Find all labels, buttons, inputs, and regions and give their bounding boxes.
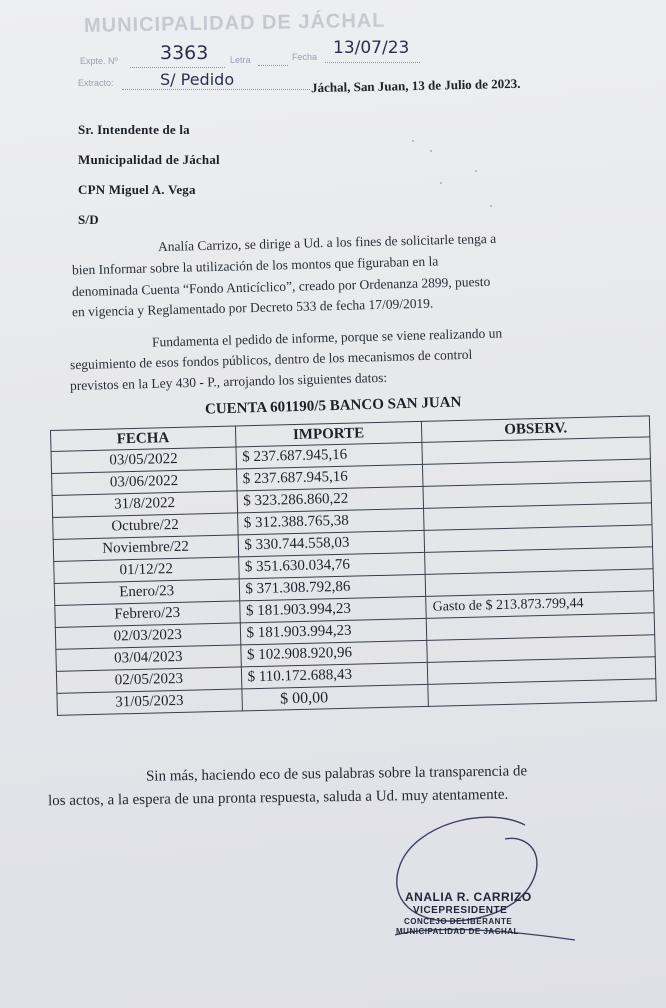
scan-speck [412, 140, 414, 142]
letra-label: Letra [230, 55, 251, 65]
cell-importe: $ 110.172.688,43 [241, 662, 428, 689]
closing-line-1: Sin más, haciendo eco de sus palabras sobre la transparencia de [145, 763, 528, 785]
recipient-line-4: S/D [78, 212, 99, 227]
cell-fecha: Noviembre/22 [53, 535, 238, 562]
cell-fecha: 03/05/2022 [51, 447, 236, 474]
expte-label: Expte. Nº [80, 56, 118, 66]
place-date: Jáchal, San Juan, 13 de Julio de 2023. [310, 75, 521, 96]
para1-line-2: bien Informar sobre la utilización de los montos que figuraban en la [71, 253, 439, 278]
cell-importe: $ 323.286.860,22 [237, 486, 424, 513]
para1-line-3: denominada Cuenta “Fondo Anticíclico”, creado por Ordenanza 2899, puesto [71, 273, 491, 300]
header-observ: OBSERV. [422, 416, 650, 443]
cell-importe: $ 330.744.558,03 [238, 530, 425, 557]
cell-fecha: 01/12/22 [54, 557, 239, 584]
closing-line-2: los actos, a la espera de una pronta respuesta, saluda a Ud. muy atentamente. [47, 786, 509, 810]
cell-importe: $ 351.630.034,76 [238, 552, 425, 579]
letra-dots [258, 64, 288, 66]
extracto-handwritten: S/ Pedido [160, 70, 235, 89]
cell-fecha: 02/03/2023 [55, 623, 240, 650]
cell-fecha: 31/05/2023 [57, 689, 242, 716]
recipient-line-3: CPN Miguel A. Vega [78, 182, 196, 197]
signature-org-1: CONCEJO DELIBERANTE [404, 917, 513, 926]
para1-line-4: en vigencia y Reglamentado por Decreto 533 de fecha 17/09/2019. [71, 295, 434, 320]
cell-importe: $ 237.687.945,16 [236, 464, 423, 491]
para2-line-3: previstos en la Ley 430 - P., arrojando los siguientes datos: [69, 369, 388, 394]
cell-importe: $ 102.908.920,96 [240, 640, 427, 667]
signature-name: ANALIA R. CARRIZO [405, 890, 532, 904]
cell-observ: Gasto de $ 213.873.799,44 [426, 591, 654, 619]
extracto-label: Extracto: [78, 78, 114, 88]
recipient-line-2: Municipalidad de Jáchal [78, 152, 220, 167]
account-table [50, 415, 657, 716]
expte-number: 3363 [160, 42, 209, 64]
fecha-label: Fecha [292, 52, 318, 62]
fecha-dots [325, 61, 420, 63]
cell-importe: $ 312.388.765,38 [237, 508, 424, 535]
signature-org-2: MUNICIPALIDAD DE JACHAL [396, 927, 519, 936]
cell-fecha: Octubre/22 [53, 513, 238, 540]
cell-importe: $ 181.903.994,23 [239, 596, 426, 623]
header-importe: IMPORTE [235, 421, 422, 447]
para1-line-1: Analía Carrizo, se dirige a Ud. a los fines de solicitarle tenga a [157, 230, 497, 255]
cell-observ [428, 679, 656, 707]
table-title: CUENTA 601190/5 BANCO SAN JUAN [204, 394, 462, 418]
cell-fecha: 03/06/2022 [52, 469, 237, 496]
cell-fecha: 02/05/2023 [56, 667, 241, 694]
cell-importe: $ 181.903.994,23 [240, 618, 427, 645]
scan-speck [490, 205, 492, 207]
header-fecha: FECHA [51, 426, 236, 452]
fecha-handwritten: 13/07/23 [333, 38, 410, 58]
para2-line-2: seguimiento de esos fondos públicos, dentro de los mecanismos de control [69, 346, 473, 373]
cell-importe: $ 00,00 [241, 684, 428, 711]
cell-fecha: 31/8/2022 [52, 491, 237, 518]
scan-speck [475, 170, 477, 172]
para2-line-1: Fundamenta el pedido de informe, porque se viene realizando un [151, 325, 503, 350]
cell-fecha: Enero/23 [54, 579, 239, 606]
cell-fecha: Febrero/23 [55, 601, 240, 628]
letterhead-stamp: MUNICIPALIDAD DE JÁCHAL [83, 9, 386, 37]
scan-speck [430, 150, 432, 152]
cell-importe: $ 237.687.945,16 [235, 442, 422, 469]
cell-importe: $ 371.308.792,86 [239, 574, 426, 601]
scan-speck [440, 182, 442, 184]
table-body [51, 437, 656, 716]
recipient-line-1: Sr. Intendente de la [78, 122, 190, 137]
expte-dots [130, 66, 225, 68]
signature-title: VICEPRESIDENTE [413, 905, 508, 916]
cell-fecha: 03/04/2023 [56, 645, 241, 672]
